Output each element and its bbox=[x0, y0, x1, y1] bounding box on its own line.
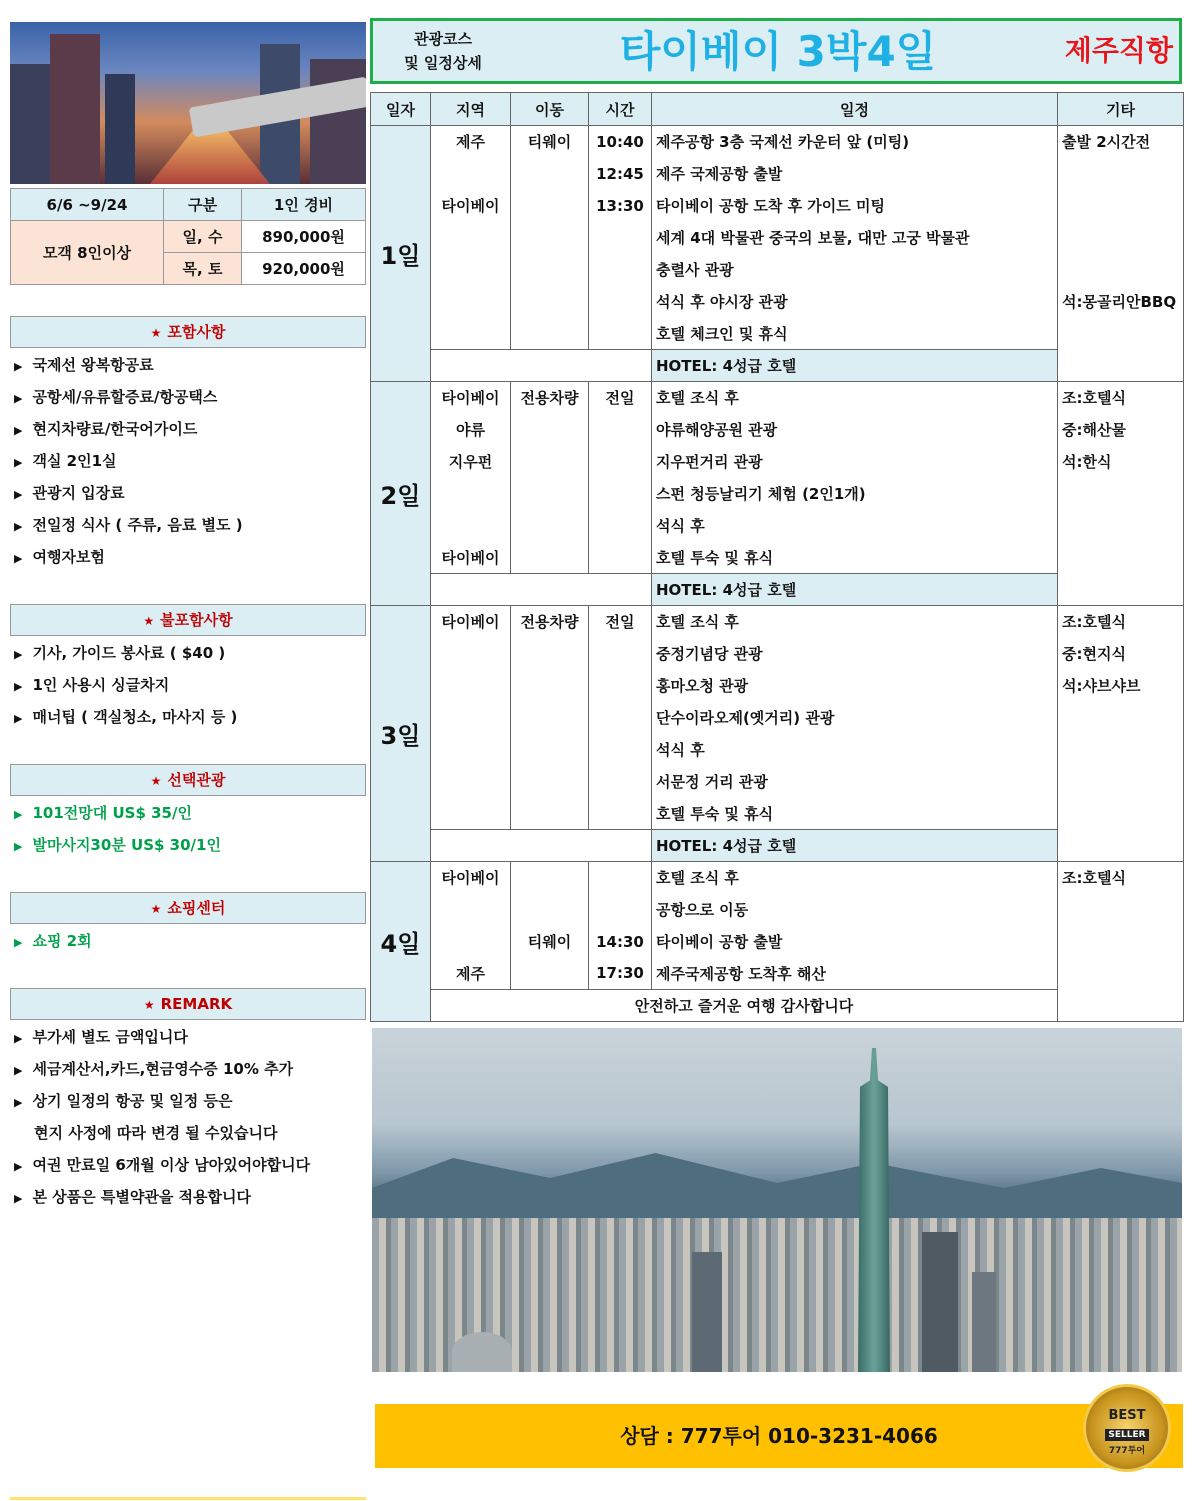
plan-cell: 제주공항 3층 국제선 카운터 앞 (미팅) bbox=[652, 126, 1058, 158]
time-cell bbox=[589, 222, 652, 254]
region-cell: 타이베이 bbox=[431, 542, 511, 574]
hotel-cell: HOTEL: 4성급 호텔 bbox=[652, 830, 1058, 862]
time-cell bbox=[589, 254, 652, 286]
triangle-bullet-icon: ▶ bbox=[14, 680, 23, 693]
page-title: 타이베이 3박4일 bbox=[619, 27, 937, 76]
col-header: 시간 bbox=[589, 93, 652, 126]
shopping-title: 쇼핑센터 bbox=[167, 899, 226, 917]
blank-cell bbox=[431, 350, 652, 382]
list-item: ▶ 부가세 별도 금액입니다 bbox=[14, 1021, 310, 1053]
triangle-bullet-icon: ▶ bbox=[14, 648, 23, 661]
excluded-title: 불포함사항 bbox=[160, 611, 233, 629]
triangle-bullet-icon: ▶ bbox=[14, 1192, 23, 1205]
plan-cell: 야류해양공원 관광 bbox=[652, 414, 1058, 446]
region-cell: 야류 bbox=[431, 414, 511, 446]
time-cell: 12:45 bbox=[589, 158, 652, 190]
price-table bbox=[10, 188, 366, 285]
move-cell bbox=[511, 862, 589, 894]
price-period: 6/6 ~9/24 bbox=[11, 189, 164, 221]
list-item: ▶ 여권 만료일 6개월 이상 남아있어야합니다 bbox=[14, 1149, 310, 1181]
table-header-row bbox=[371, 93, 1184, 126]
list-item: ▶ 본 상품은 특별약관을 적용합니다 bbox=[14, 1181, 310, 1213]
triangle-bullet-icon: ▶ bbox=[14, 520, 23, 533]
list-item: 현지 사정에 따라 변경 될 수있습니다 bbox=[34, 1124, 278, 1142]
time-cell bbox=[589, 894, 652, 926]
contact-bar bbox=[375, 1404, 1183, 1468]
schedule-table bbox=[370, 92, 1184, 1022]
day-label: 1일 bbox=[371, 126, 431, 382]
list-item: ▶ 국제선 왕복항공료 bbox=[14, 349, 243, 381]
price-col-cost: 1인 경비 bbox=[242, 189, 366, 221]
plan-cell: 지우펀거리 관광 bbox=[652, 446, 1058, 478]
region-cell: 제주 타이베이 bbox=[431, 126, 511, 350]
col-header: 일정 bbox=[652, 93, 1058, 126]
list-item: ▶ 관광지 입장료 bbox=[14, 477, 243, 509]
header-subtitle bbox=[393, 27, 493, 75]
triangle-bullet-icon: ▶ bbox=[14, 808, 23, 821]
remark-title: REMARK bbox=[160, 995, 233, 1013]
time-cell: 전일 bbox=[589, 382, 652, 574]
region-cell: 제주 bbox=[431, 958, 511, 990]
price-col-type: 구분 bbox=[164, 189, 242, 221]
plan-cell: 서문정 거리 관광 bbox=[652, 766, 1058, 798]
page-header bbox=[370, 18, 1182, 84]
list-item: ▶ 상기 일정의 항공 및 일정 등은 bbox=[14, 1085, 310, 1117]
badge-seller: SELLER bbox=[1105, 1429, 1148, 1441]
triangle-bullet-icon: ▶ bbox=[14, 1032, 23, 1045]
list-item: ▶ 현지차량료/한국어가이드 bbox=[14, 413, 243, 445]
etc-cell: 조:호텔식 bbox=[1058, 862, 1184, 1022]
price-group: 모객 8인이상 bbox=[11, 221, 164, 285]
etc-cell: 조:호텔식 중:해산물 석:한식 bbox=[1058, 382, 1184, 606]
excluded-list bbox=[14, 637, 237, 733]
plan-cell: 호텔 조식 후 bbox=[652, 606, 1058, 638]
move-cell: 전용차량 bbox=[511, 382, 589, 574]
excluded-header bbox=[10, 604, 366, 636]
price-days: 일, 수 bbox=[164, 221, 242, 253]
plan-cell: 호텔 조식 후 bbox=[652, 862, 1058, 894]
plan-cell: 타이베이 공항 출발 bbox=[652, 926, 1058, 958]
best-seller-badge bbox=[1083, 1384, 1171, 1472]
triangle-bullet-icon: ▶ bbox=[14, 840, 23, 853]
day-label: 3일 bbox=[371, 606, 431, 862]
optional-header bbox=[10, 764, 366, 796]
hotel-cell: HOTEL: 4성급 호텔 bbox=[652, 574, 1058, 606]
included-title: 포함사항 bbox=[167, 323, 226, 341]
triangle-bullet-icon: ▶ bbox=[14, 1096, 23, 1109]
plan-cell: 중정기념당 관광 bbox=[652, 638, 1058, 670]
table-row bbox=[371, 382, 1184, 414]
star-icon: ★ bbox=[150, 326, 162, 340]
plan-cell: 단수이라오제(옛거리) 관광 bbox=[652, 702, 1058, 734]
plan-cell: 호텔 조식 후 bbox=[652, 382, 1058, 414]
triangle-bullet-icon: ▶ bbox=[14, 456, 23, 469]
optional-title: 선택관광 bbox=[167, 771, 226, 789]
time-cell bbox=[589, 318, 652, 350]
time-cell: 전일 bbox=[589, 606, 652, 830]
divider bbox=[10, 1497, 366, 1500]
price-amount: 890,000원 bbox=[242, 221, 366, 253]
col-header: 지역 bbox=[431, 93, 511, 126]
table-row bbox=[371, 862, 1184, 894]
time-cell: 14:30 bbox=[589, 926, 652, 958]
region-cell: 타이베이 bbox=[431, 862, 511, 894]
remark-header bbox=[10, 988, 366, 1020]
move-cell bbox=[511, 894, 589, 926]
region-cell bbox=[431, 510, 511, 542]
star-icon: ★ bbox=[143, 614, 155, 628]
plan-cell: 제주 국제공항 출발 bbox=[652, 158, 1058, 190]
triangle-bullet-icon: ▶ bbox=[14, 936, 23, 949]
list-item: ▶ 기사, 가이드 봉사료 ( $40 ) bbox=[14, 637, 237, 669]
region-cell bbox=[431, 926, 511, 958]
list-item: ▶ 여행자보험 bbox=[14, 541, 243, 573]
left-column bbox=[10, 22, 366, 285]
list-item: ▶ 쇼핑 2회 bbox=[14, 925, 92, 957]
star-icon: ★ bbox=[150, 774, 162, 788]
list-item: ▶ 객실 2인1실 bbox=[14, 445, 243, 477]
badge-best: BEST bbox=[1108, 1408, 1146, 1423]
plan-cell: 타이베이 공항 도착 후 가이드 미팅 bbox=[652, 190, 1058, 222]
region-cell: 지우펀 bbox=[431, 446, 511, 478]
region-cell: 타이베이 bbox=[431, 606, 511, 830]
price-days: 목, 토 bbox=[164, 253, 242, 285]
remark-list bbox=[14, 1021, 310, 1213]
shopping-header bbox=[10, 892, 366, 924]
included-list bbox=[14, 349, 243, 573]
list-item: ▶ 매너팁 ( 객실청소, 마사지 등 ) bbox=[14, 701, 237, 733]
list-item: ▶ 101전망대 US$ 35/인 bbox=[14, 797, 221, 829]
plan-cell: 홍마오청 관광 bbox=[652, 670, 1058, 702]
table-row bbox=[371, 606, 1184, 638]
included-header bbox=[10, 316, 366, 348]
time-cell bbox=[589, 286, 652, 318]
plan-cell: 석식 후 bbox=[652, 734, 1058, 766]
plan-cell: 호텔 체크인 및 휴식 bbox=[652, 318, 1058, 350]
taipei-street-photo bbox=[10, 22, 366, 184]
col-header: 일자 bbox=[371, 93, 431, 126]
badge-brand: 777투어 bbox=[1108, 1446, 1146, 1456]
subtitle-line: 관광코스 bbox=[414, 30, 472, 48]
region-cell bbox=[431, 478, 511, 510]
star-icon: ★ bbox=[150, 902, 162, 916]
day-label: 4일 bbox=[371, 862, 431, 1022]
list-item: ▶ 전일정 식사 ( 주류, 음료 별도 ) bbox=[14, 509, 243, 541]
move-cell bbox=[511, 958, 589, 990]
plan-cell: 공항으로 이동 bbox=[652, 894, 1058, 926]
shopping-list bbox=[14, 925, 92, 957]
day-label: 2일 bbox=[371, 382, 431, 606]
route-label: 제주직항 bbox=[1064, 34, 1173, 67]
etc-cell: 조:호텔식 중:현지식 석:샤브샤브 bbox=[1058, 606, 1184, 862]
triangle-bullet-icon: ▶ bbox=[14, 712, 23, 725]
triangle-bullet-icon: ▶ bbox=[14, 392, 23, 405]
time-cell: 17:30 bbox=[589, 958, 652, 990]
list-item: ▶ 공항세/유류할증료/항공택스 bbox=[14, 381, 243, 413]
triangle-bullet-icon: ▶ bbox=[14, 360, 23, 373]
star-icon: ★ bbox=[143, 998, 155, 1012]
plan-cell: 석식 후 야시장 관광 bbox=[652, 286, 1058, 318]
plan-cell: 스펀 청등날리기 체험 (2인1개) bbox=[652, 478, 1058, 510]
list-item: ▶ 발마사지30분 US$ 30/1인 bbox=[14, 829, 221, 861]
subtitle-line: 및 일정상세 bbox=[404, 54, 482, 72]
triangle-bullet-icon: ▶ bbox=[14, 488, 23, 501]
plan-cell: 제주국제공항 도착후 해산 bbox=[652, 958, 1058, 990]
time-cell: 10:40 bbox=[589, 126, 652, 158]
list-item: ▶ 세금계산서,카드,현금영수증 10% 추가 bbox=[14, 1053, 310, 1085]
triangle-bullet-icon: ▶ bbox=[14, 1064, 23, 1077]
region-cell bbox=[431, 894, 511, 926]
contact-text: 상담 : 777투어 010-3231-4066 bbox=[620, 1424, 938, 1448]
plan-cell: 석식 후 bbox=[652, 510, 1058, 542]
triangle-bullet-icon: ▶ bbox=[14, 1160, 23, 1173]
etc-cell: 출발 2시간전 석:몽골리안BBQ bbox=[1058, 126, 1184, 382]
col-header: 기타 bbox=[1058, 93, 1184, 126]
col-header: 이동 bbox=[511, 93, 589, 126]
table-row bbox=[371, 126, 1184, 158]
blank-cell bbox=[431, 830, 652, 862]
region-cell: 타이베이 bbox=[431, 382, 511, 414]
hotel-cell: HOTEL: 4성급 호텔 bbox=[652, 350, 1058, 382]
blank-cell bbox=[431, 574, 652, 606]
time-cell: 13:30 bbox=[589, 190, 652, 222]
move-cell: 티웨이 bbox=[511, 926, 589, 958]
closing-message: 안전하고 즐거운 여행 감사합니다 bbox=[431, 990, 1058, 1022]
plan-cell: 충렬사 관광 bbox=[652, 254, 1058, 286]
taipei-skyline-photo bbox=[372, 1028, 1182, 1372]
move-cell: 전용차량 bbox=[511, 606, 589, 830]
plan-cell: 호텔 투숙 및 휴식 bbox=[652, 542, 1058, 574]
triangle-bullet-icon: ▶ bbox=[14, 552, 23, 565]
triangle-bullet-icon: ▶ bbox=[14, 424, 23, 437]
time-cell bbox=[589, 862, 652, 894]
plan-cell: 호텔 투숙 및 휴식 bbox=[652, 798, 1058, 830]
price-amount: 920,000원 bbox=[242, 253, 366, 285]
plan-cell: 세계 4대 박물관 중국의 보물, 대만 고궁 박물관 bbox=[652, 222, 1058, 254]
list-item: ▶ 1인 사용시 싱글차지 bbox=[14, 669, 237, 701]
move-cell: 티웨이 bbox=[511, 126, 589, 350]
optional-list bbox=[14, 797, 221, 861]
